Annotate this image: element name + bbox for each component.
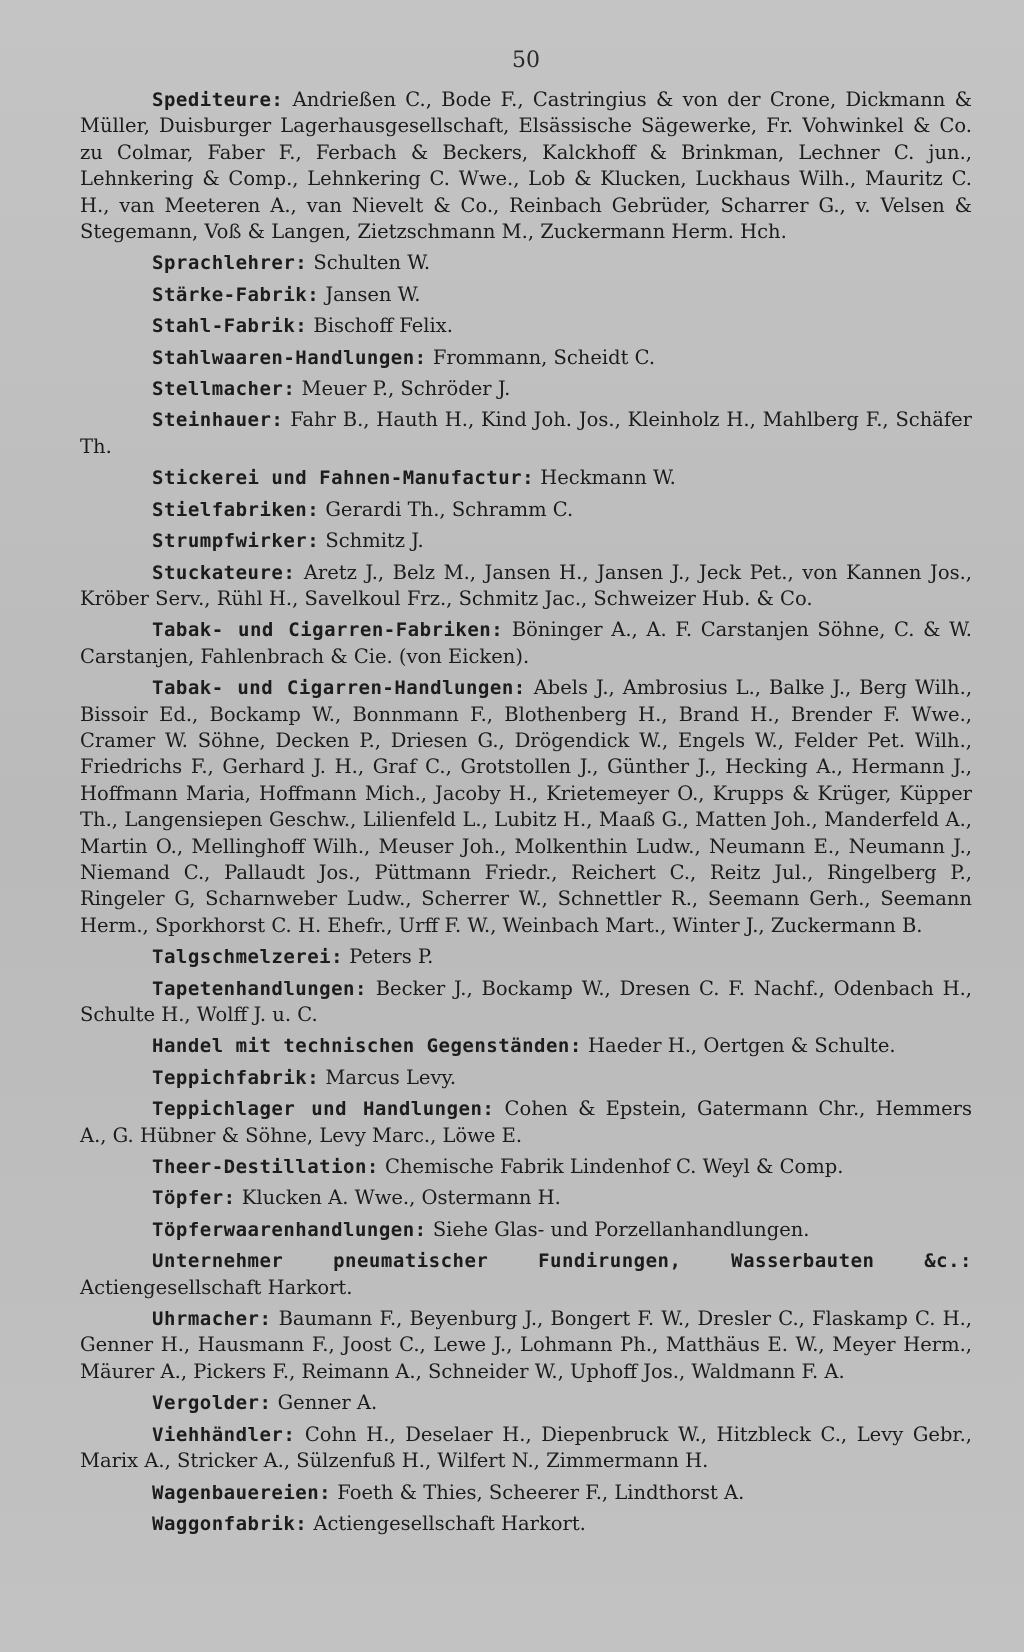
trade-heading: Teppichfabrik: (152, 1066, 320, 1089)
directory-entry (80, 407, 972, 460)
directory-entry (80, 944, 972, 970)
business-names: Heckmann W. (540, 466, 676, 490)
trade-heading: Vergolder: (152, 1392, 272, 1415)
trade-heading: Wagenbauereien: (152, 1481, 332, 1504)
business-names: Frommann, Scheidt C. (432, 345, 656, 369)
business-names: Gerardi Th., Schramm C. (325, 497, 574, 521)
trade-heading: Spediteure: (152, 89, 284, 111)
business-names: Cohen & Epstein, Gatermann Chr., Hemmers A., G. Hübner & Söhne, Levy Marc., Löwe E. (80, 1097, 972, 1147)
trade-heading: Stahlwaaren-Handlungen: (152, 346, 427, 369)
trade-heading: Stärke-Fabrik: (152, 283, 320, 306)
trade-heading: Uhrmacher: (152, 1308, 272, 1331)
directory-entry (80, 465, 972, 491)
trade-heading: Töpfer: (152, 1187, 236, 1210)
directory-entry (80, 675, 972, 939)
directory-entry (80, 1217, 972, 1243)
trade-heading: Viehhändler: (152, 1423, 296, 1446)
directory-entry (80, 528, 972, 554)
directory-entry (80, 1185, 972, 1211)
directory-entry (80, 376, 972, 402)
business-names: Abels J., Ambrosius L., Balke J., Berg Wilh., Bissoir Ed., Bockamp W., Bonnmann F., Blothenberg H., Brand H., Brender F. Wwe., Cramer W. Söhne, Decken P., Driesen G., Drögendick W., Engels W., Felder Pet. Wilh., Friedrichs F., Gerhard J. H., Graf C., Grotstollen J., Günther J., Hecking A., Hermann J., Hoffmann Maria, Hoffmann Mich., Jacoby H., Krietemeyer O., Krupps & Krüger, Küpper Th., Langensiepen Geschw., Lilienfeld L., Lubitz H., Maaß G., Matten Joh., Manderfeld A., Martin O., Mellinghoff Wilh., Meuser Joh., Molkenthin Ludw., Neumann E., Neumann J., Niemand C., Pallaudt Jos., Püttmann Friedr., Reichert C., Reitz Jul., Ringelberg P., Ringeler G, Scharnweber Ludw., Scherrer W., Schnettler R., Seemann Gerh., Seemann Herm., Sporkhorst C. H. Ehefr., Urff F. W., Weinbach Mart., Winter J., Zuckermann B. (80, 676, 973, 937)
directory-entry (80, 497, 972, 523)
directory-entry (80, 1065, 972, 1091)
trade-heading: Tapetenhandlungen: (152, 977, 367, 1000)
trade-heading: Unternehmer pneumatischer Fundirungen, Wasserbauten &c.: (152, 1250, 972, 1273)
trade-directory-list (80, 87, 972, 1537)
trade-heading: Steinhauer: (152, 409, 284, 432)
business-names: Haeder H., Oertgen & Schulte. (588, 1034, 896, 1058)
business-names: Genner A. (277, 1391, 378, 1415)
trade-heading: Stahl-Fabrik: (152, 315, 308, 338)
directory-entry (80, 1480, 972, 1506)
business-names: Actiengesellschaft Harkort. (80, 1275, 353, 1299)
directory-entry (80, 1154, 972, 1180)
directory-entry (80, 976, 972, 1029)
business-names: Böninger A., A. F. Carstanjen Söhne, C. & W. Carstanjen, Fahlenbrach & Cie. (von Eicken). (80, 618, 972, 668)
directory-entry (80, 1306, 972, 1385)
business-names: Andrießen C., Bode F., Castringius & von der Crone, Dickmann & Müller, Duisburger Lagerhausgesellschaft, Elsässische Sägewerke, Fr. Vohwinkel & Co. zu Colmar, Faber F., Ferbach & Beckers, Kalckhoff & Brinkman, Lechner C. jun., Lehnkering & Comp., Lehnkering C. Wwe., Lob & Klucken, Luckhaus Wilh., Mauritz C. H., van Meeteren A., van Nievelt & Co., Reinbach Gebrüder, Scharrer G., v. Velsen & Stegemann, Voß & Langen, Zietzschmann M., Zuckermann Herm. Hch. (80, 88, 972, 244)
directory-entry (80, 617, 972, 670)
directory-entry (80, 560, 972, 613)
trade-heading: Sprachlehrer: (152, 252, 308, 275)
directory-entry (80, 1248, 972, 1301)
business-names: Schulten W. (313, 251, 431, 275)
directory-entry (80, 1422, 972, 1475)
directory-entry (80, 345, 972, 371)
directory-entry (80, 1511, 972, 1537)
directory-entry (80, 1390, 972, 1416)
business-names: Cohn H., Deselaer H., Diepenbruck W., Hitzbleck C., Levy Gebr., Marix A., Stricker A., Sülzenfuß H., Wilfert N., Zimmermann H. (80, 1422, 972, 1473)
directory-entry (80, 250, 972, 276)
business-names: Meuer P., Schröder J. (301, 377, 511, 401)
directory-entry (80, 313, 972, 339)
business-names: Aretz J., Belz M., Jansen H., Jansen J., Jeck Pet., von Kannen Jos., Kröber Serv., Rühl H., Savelkoul Frz., Schmitz Jac., Schweizer Hub. & Co. (80, 560, 972, 610)
trade-heading: Tabak- und Cigarren-Handlungen: (152, 677, 526, 700)
trade-heading: Teppichlager und Handlungen: (152, 1098, 495, 1121)
business-names: Peters P. (349, 945, 434, 969)
trade-heading: Talgschmelzerei: (152, 946, 344, 969)
trade-heading: Stickerei und Fahnen-Manufactur: (152, 467, 535, 490)
trade-heading: Theer-Destillation: (152, 1156, 379, 1179)
trade-heading: Stielfabriken: (152, 498, 320, 521)
trade-heading: Stellmacher: (152, 378, 296, 401)
directory-entry (80, 282, 972, 308)
directory-entry (80, 1033, 972, 1059)
business-names: Becker J., Bockamp W., Dresen C. F. Nachf., Odenbach H., Schulte H., Wolff J. u. C. (80, 976, 972, 1026)
business-names: Actiengesellschaft Harkort. (313, 1511, 586, 1535)
business-names: Marcus Levy. (325, 1065, 457, 1089)
trade-heading: Strumpfwirker: (152, 530, 320, 553)
directory-entry (80, 1096, 972, 1149)
trade-heading: Waggonfabrik: (152, 1512, 308, 1535)
business-names: Foeth & Thies, Scheerer F., Lindthorst A. (337, 1480, 745, 1504)
business-names: Chemische Fabrik Lindenhof C. Weyl & Comp. (385, 1155, 844, 1179)
directory-entry (80, 87, 972, 245)
business-names: Jansen W. (325, 282, 421, 306)
business-names: Klucken A. Wwe., Ostermann H. (241, 1186, 561, 1210)
business-names: Baumann F., Beyenburg J., Bongert F. W., Dresler C., Flaskamp C. H., Genner H., Hausmann F., Joost C., Lewe J., Lohmann Ph., Matthäus E. W., Meyer Herm., Mäurer A., Pickers F., Reimann A., Schneider W., Uphoff Jos., Waldmann F. A. (80, 1307, 972, 1383)
business-names: Fahr B., Hauth H., Kind Joh. Jos., Kleinholz H., Mahlberg F., Schäfer Th. (80, 408, 972, 458)
trade-heading: Handel mit technischen Gegenständen: (152, 1035, 582, 1058)
trade-heading: Tabak- und Cigarren-Fabriken: (152, 619, 504, 642)
business-names: Siehe Glas- und Porzellanhandlungen. (432, 1217, 810, 1241)
business-names: Bischoff Felix. (313, 314, 453, 338)
business-names: Schmitz J. (325, 529, 424, 553)
page-number: 50 (512, 48, 540, 73)
trade-heading: Töpferwaarenhandlungen: (152, 1218, 427, 1241)
trade-heading: Stuckateure: (152, 561, 296, 584)
